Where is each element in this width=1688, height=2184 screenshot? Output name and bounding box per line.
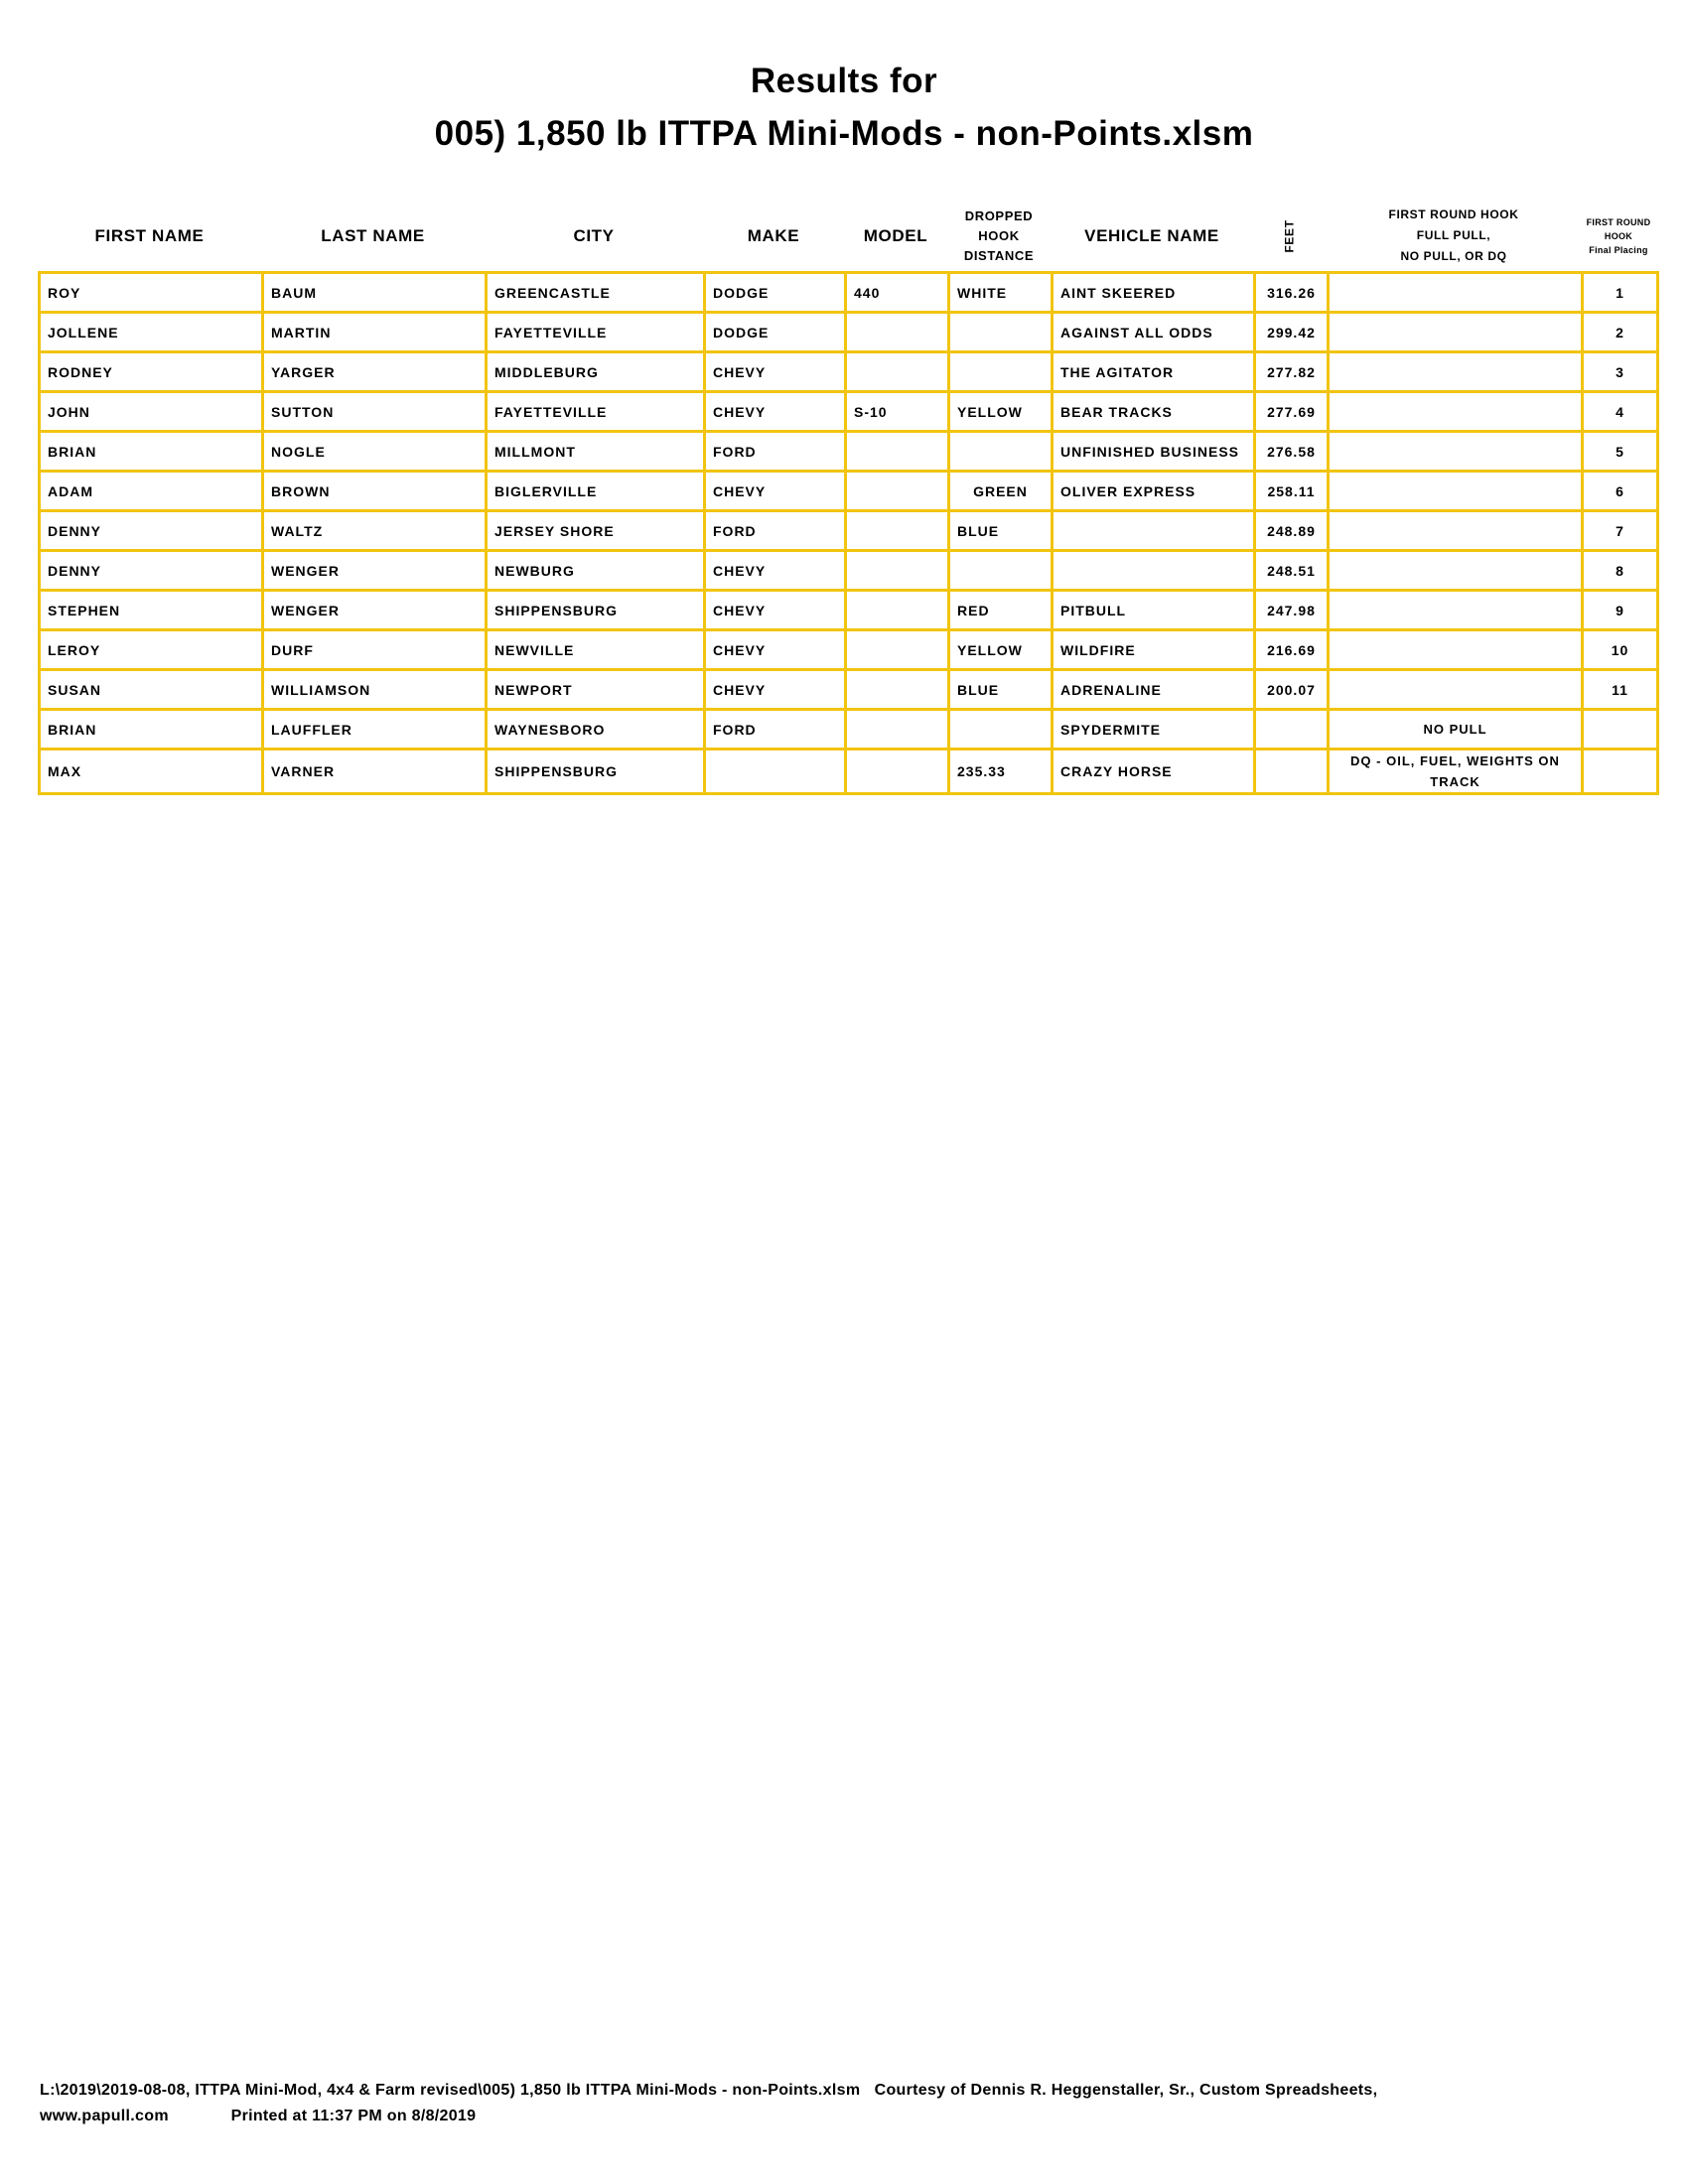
cell-make: CHEVY [705,551,846,591]
header-last-name: LAST NAME [321,225,425,245]
cell-last-name: NOGLE [263,432,487,472]
cell-vehicle-name: BEAR TRACKS [1053,392,1255,432]
header-dropped-hook-line-3: DISTANCE [963,247,1035,263]
cell-final-placing: 11 [1583,670,1658,710]
cell-final-placing: 4 [1583,392,1658,432]
cell-city: MIDDLEBURG [487,352,705,392]
header-final-placing [1581,199,1656,273]
cell-model [846,472,949,511]
cell-final-placing: 10 [1583,630,1658,670]
cell-feet: 247.98 [1255,591,1329,630]
cell-final-placing [1583,710,1658,750]
table-row [40,710,1658,750]
cell-make: CHEVY [705,392,846,432]
cell-vehicle-name: SPYDERMITE [1053,710,1255,750]
table-row [40,511,1658,551]
table-row [40,432,1658,472]
cell-make: FORD [705,511,846,551]
cell-final-placing: 6 [1583,472,1658,511]
cell-vehicle-name [1053,511,1255,551]
header-first-round-line-2: FULL PULL, [1416,228,1491,242]
cell-dropped-hook: BLUE [949,511,1053,551]
cell-first-name: BRIAN [40,710,263,750]
header-first-round-hook [1327,199,1581,273]
page-title-line-2: 005) 1,850 lb ITTPA Mini-Mods - non-Points.xlsm [434,114,1254,153]
cell-vehicle-name: ADRENALINE [1053,670,1255,710]
cell-first-round-hook [1329,511,1583,551]
cell-dropped-hook: BLUE [949,670,1053,710]
cell-first-name: ROY [40,273,263,313]
cell-final-placing: 7 [1583,511,1658,551]
cell-vehicle-name: AGAINST ALL ODDS [1053,313,1255,352]
cell-feet: 248.89 [1255,511,1329,551]
cell-first-name: LEROY [40,630,263,670]
cell-final-placing [1583,750,1658,794]
cell-final-placing: 3 [1583,352,1658,392]
cell-make: FORD [705,432,846,472]
cell-city: FAYETTEVILLE [487,392,705,432]
cell-city: NEWPORT [487,670,705,710]
cell-feet: 277.69 [1255,392,1329,432]
header-make: MAKE [747,225,800,245]
footer-printed: Printed at 11:37 PM on 8/8/2019 [230,2108,477,2124]
cell-vehicle-name: CRAZY HORSE [1053,750,1255,794]
cell-first-round-hook: DQ - OIL, FUEL, WEIGHTS ON TRACK [1329,750,1583,794]
cell-first-round-hook [1329,630,1583,670]
cell-city: MILLMONT [487,432,705,472]
cell-dropped-hook: RED [949,591,1053,630]
cell-feet: 200.07 [1255,670,1329,710]
cell-last-name: BAUM [263,273,487,313]
cell-feet: 248.51 [1255,551,1329,591]
cell-first-name: RODNEY [40,352,263,392]
cell-vehicle-name: THE AGITATOR [1053,352,1255,392]
cell-dropped-hook [949,551,1053,591]
cell-make: CHEVY [705,630,846,670]
cell-first-round-hook [1329,352,1583,392]
cell-final-placing: 1 [1583,273,1658,313]
footer [40,2078,1668,2129]
header-final-placing-line-1: FIRST ROUND [1586,216,1651,227]
cell-first-name: JOHN [40,392,263,432]
cell-make: CHEVY [705,670,846,710]
cell-model [846,551,949,591]
cell-make: FORD [705,710,846,750]
page-title-line-1: Results for [750,62,938,100]
cell-first-round-hook [1329,591,1583,630]
cell-feet: 216.69 [1255,630,1329,670]
cell-model [846,750,949,794]
table-row [40,392,1658,432]
table-row [40,551,1658,591]
cell-last-name: SUTTON [263,392,487,432]
cell-feet: 299.42 [1255,313,1329,352]
cell-first-name: DENNY [40,551,263,591]
table-row [40,472,1658,511]
table-row [40,750,1658,794]
cell-final-placing: 2 [1583,313,1658,352]
cell-first-name: SUSAN [40,670,263,710]
table-row [40,313,1658,352]
footer-website: www.papull.com [40,2108,169,2124]
cell-first-round-hook: NO PULL [1329,710,1583,750]
cell-last-name: VARNER [263,750,487,794]
cell-vehicle-name [1053,551,1255,591]
cell-first-round-hook [1329,432,1583,472]
table-row [40,591,1658,630]
cell-vehicle-name: UNFINISHED BUSINESS [1053,432,1255,472]
cell-final-placing: 8 [1583,551,1658,591]
cell-make: CHEVY [705,352,846,392]
header-first-round-line-1: FIRST ROUND HOOK [1388,207,1519,221]
cell-city: NEWVILLE [487,630,705,670]
header-dropped-hook-line-2: HOOK [978,227,1020,243]
cell-city: BIGLERVILLE [487,472,705,511]
cell-feet: 316.26 [1255,273,1329,313]
cell-make: CHEVY [705,472,846,511]
cell-first-name: STEPHEN [40,591,263,630]
cell-dropped-hook: WHITE [949,273,1053,313]
cell-make [705,750,846,794]
cell-vehicle-name: WILDFIRE [1053,630,1255,670]
cell-first-name: JOLLENE [40,313,263,352]
cell-city: GREENCASTLE [487,273,705,313]
cell-dropped-hook [949,710,1053,750]
cell-model [846,670,949,710]
cell-feet: 276.58 [1255,432,1329,472]
cell-dropped-hook [949,352,1053,392]
footer-file-path: L:\2019\2019-08-08, ITTPA Mini-Mod, 4x4 & Farm revised\005) 1,850 lb ITTPA Mini-Mods - non-Points.xlsm [40,2082,861,2099]
cell-first-round-hook [1329,472,1583,511]
cell-last-name: DURF [263,630,487,670]
cell-city: FAYETTEVILLE [487,313,705,352]
cell-model: S-10 [846,392,949,432]
cell-last-name: WENGER [263,591,487,630]
results-body [40,273,1658,794]
cell-model [846,352,949,392]
cell-first-round-hook [1329,551,1583,591]
results-table [38,271,1659,795]
cell-feet: 258.11 [1255,472,1329,511]
cell-city: WAYNESBORO [487,710,705,750]
cell-dropped-hook: YELLOW [949,392,1053,432]
cell-city: SHIPPENSBURG [487,591,705,630]
cell-last-name: BROWN [263,472,487,511]
header-first-name: FIRST NAME [94,225,205,245]
cell-model [846,630,949,670]
header-city: CITY [573,225,615,245]
cell-first-round-hook [1329,273,1583,313]
header-feet-label: FEET [1282,218,1297,253]
cell-final-placing: 5 [1583,432,1658,472]
cell-make: DODGE [705,313,846,352]
cell-city: JERSEY SHORE [487,511,705,551]
cell-first-round-hook [1329,392,1583,432]
cell-make: DODGE [705,273,846,313]
cell-final-placing: 9 [1583,591,1658,630]
cell-last-name: LAUFFLER [263,710,487,750]
cell-model: 440 [846,273,949,313]
table-row [40,352,1658,392]
cell-first-round-hook [1329,670,1583,710]
cell-model [846,432,949,472]
cell-dropped-hook [949,432,1053,472]
cell-dropped-hook [949,313,1053,352]
cell-feet [1255,750,1329,794]
cell-last-name: WILLIAMSON [263,670,487,710]
cell-city: SHIPPENSBURG [487,750,705,794]
cell-feet: 277.82 [1255,352,1329,392]
cell-last-name: MARTIN [263,313,487,352]
cell-dropped-hook: YELLOW [949,630,1053,670]
cell-dropped-hook: GREEN [949,472,1053,511]
header-dropped-hook-distance [947,199,1051,273]
cell-model [846,511,949,551]
table-row [40,670,1658,710]
header-feet [1253,199,1327,273]
header-model: MODEL [863,225,928,245]
cell-model [846,710,949,750]
cell-city: NEWBURG [487,551,705,591]
header-final-placing-line-2: HOOK [1604,230,1633,241]
cell-first-name: ADAM [40,472,263,511]
table-row [40,630,1658,670]
cell-first-name: BRIAN [40,432,263,472]
header-final-placing-line-3: Final Placing [1589,244,1648,255]
cell-last-name: WENGER [263,551,487,591]
cell-last-name: WALTZ [263,511,487,551]
cell-first-name: MAX [40,750,263,794]
cell-feet [1255,710,1329,750]
footer-courtesy: Courtesy of Dennis R. Heggenstaller, Sr., Custom Spreadsheets, [874,2082,1378,2099]
cell-model [846,313,949,352]
header-dropped-hook-line-1: DROPPED [964,207,1034,223]
cell-vehicle-name: AINT SKEERED [1053,273,1255,313]
table-row [40,273,1658,313]
cell-first-name: DENNY [40,511,263,551]
cell-vehicle-name: OLIVER EXPRESS [1053,472,1255,511]
cell-make: CHEVY [705,591,846,630]
cell-vehicle-name: PITBULL [1053,591,1255,630]
cell-dropped-hook: 235.33 [949,750,1053,794]
header-vehicle-name: VEHICLE NAME [1084,225,1219,245]
header-first-round-line-3: NO PULL, OR DQ [1400,249,1507,263]
cell-first-round-hook [1329,313,1583,352]
cell-last-name: YARGER [263,352,487,392]
cell-model [846,591,949,630]
